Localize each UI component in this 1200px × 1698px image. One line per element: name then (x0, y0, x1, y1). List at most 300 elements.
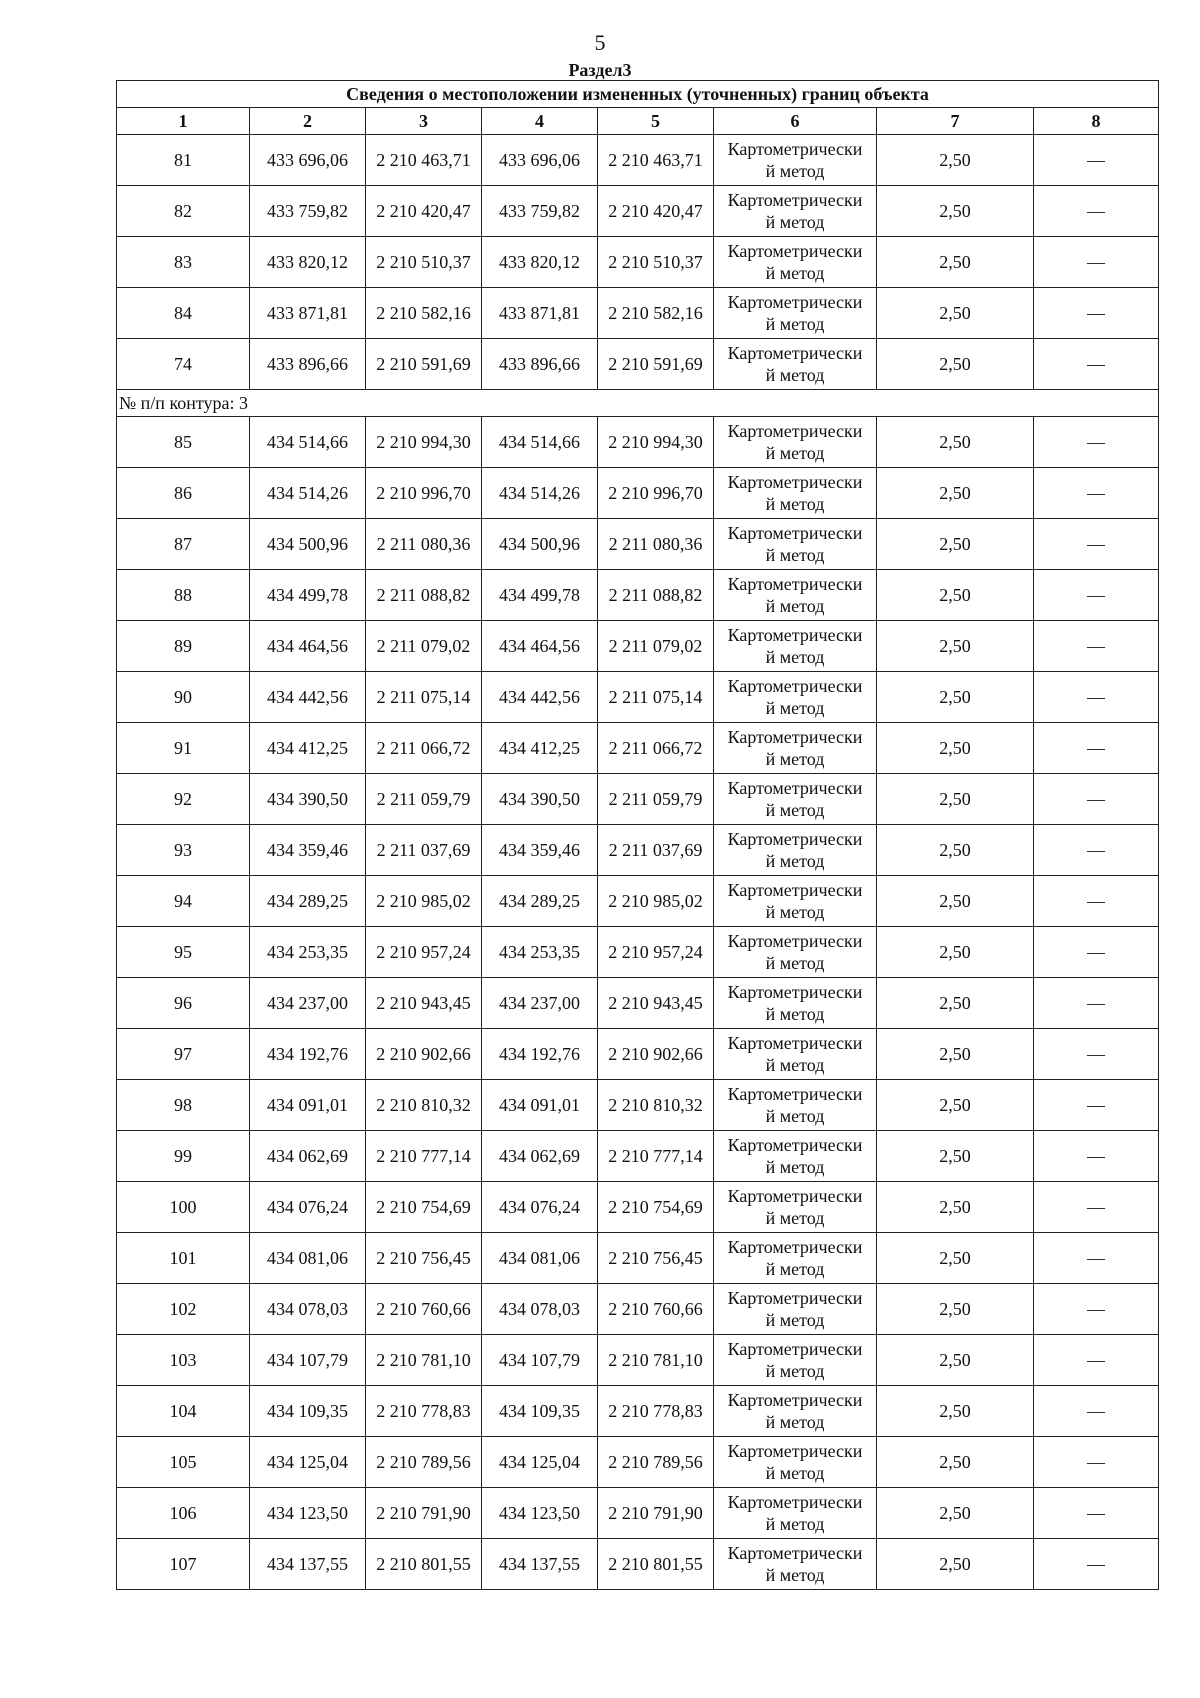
method-line-2: й метод (765, 698, 825, 718)
x-existing-cell: 434 499,78 (250, 570, 366, 621)
method-cell (714, 1539, 877, 1590)
y-new-cell: 2 210 957,24 (598, 927, 714, 978)
description-cell: — (1034, 1080, 1159, 1131)
description-cell: — (1034, 237, 1159, 288)
method-cell (714, 468, 877, 519)
description-cell: — (1034, 978, 1159, 1029)
method-line-1: Картометрически (727, 292, 863, 312)
accuracy-cell: 2,50 (877, 1080, 1034, 1131)
method-line-1: Картометрически (727, 727, 863, 747)
method-line-2: й метод (765, 212, 825, 232)
y-new-cell: 2 210 463,71 (598, 135, 714, 186)
method-line-2: й метод (765, 1004, 825, 1024)
x-new-cell: 433 896,66 (482, 339, 598, 390)
accuracy-cell: 2,50 (877, 1437, 1034, 1488)
accuracy-cell: 2,50 (877, 621, 1034, 672)
x-existing-cell: 434 500,96 (250, 519, 366, 570)
accuracy-cell: 2,50 (877, 825, 1034, 876)
point-number-cell: 89 (117, 621, 250, 672)
x-existing-cell: 433 759,82 (250, 186, 366, 237)
point-number-cell: 97 (117, 1029, 250, 1080)
table-row (117, 723, 1159, 774)
description-cell: — (1034, 1335, 1159, 1386)
y-existing-cell: 2 210 994,30 (366, 417, 482, 468)
y-existing-cell: 2 211 079,02 (366, 621, 482, 672)
description-cell: — (1034, 519, 1159, 570)
table-row (117, 978, 1159, 1029)
y-new-cell: 2 211 088,82 (598, 570, 714, 621)
method-cell (714, 876, 877, 927)
description-cell: — (1034, 1029, 1159, 1080)
y-new-cell: 2 210 791,90 (598, 1488, 714, 1539)
method-line-1: Картометрически (727, 1390, 863, 1410)
point-number-cell: 101 (117, 1233, 250, 1284)
accuracy-cell: 2,50 (877, 237, 1034, 288)
point-number-cell: 107 (117, 1539, 250, 1590)
contour-label: № п/п контура: 3 (117, 390, 1159, 417)
accuracy-cell: 2,50 (877, 1284, 1034, 1335)
accuracy-cell: 2,50 (877, 1182, 1034, 1233)
method-line-2: й метод (765, 1055, 825, 1075)
x-existing-cell: 433 820,12 (250, 237, 366, 288)
contour-row (117, 390, 1159, 417)
x-new-cell: 434 076,24 (482, 1182, 598, 1233)
x-existing-cell: 434 123,50 (250, 1488, 366, 1539)
y-new-cell: 2 210 777,14 (598, 1131, 714, 1182)
description-cell: — (1034, 1386, 1159, 1437)
method-cell (714, 1488, 877, 1539)
x-new-cell: 434 499,78 (482, 570, 598, 621)
description-cell: — (1034, 876, 1159, 927)
x-new-cell: 434 078,03 (482, 1284, 598, 1335)
point-number-cell: 100 (117, 1182, 250, 1233)
accuracy-cell: 2,50 (877, 672, 1034, 723)
x-existing-cell: 434 514,66 (250, 417, 366, 468)
method-line-2: й метод (765, 161, 825, 181)
table-row (117, 1488, 1159, 1539)
point-number-cell: 90 (117, 672, 250, 723)
description-cell: — (1034, 774, 1159, 825)
y-new-cell: 2 210 591,69 (598, 339, 714, 390)
x-new-cell: 434 091,01 (482, 1080, 598, 1131)
table-row (117, 1284, 1159, 1335)
x-existing-cell: 434 078,03 (250, 1284, 366, 1335)
method-cell (714, 237, 877, 288)
description-cell: — (1034, 1488, 1159, 1539)
y-existing-cell: 2 211 088,82 (366, 570, 482, 621)
table-row (117, 468, 1159, 519)
method-line-2: й метод (765, 263, 825, 283)
y-existing-cell: 2 210 582,16 (366, 288, 482, 339)
accuracy-cell: 2,50 (877, 723, 1034, 774)
method-line-1: Картометрически (727, 523, 863, 543)
y-new-cell: 2 211 080,36 (598, 519, 714, 570)
y-existing-cell: 2 210 591,69 (366, 339, 482, 390)
method-line-1: Картометрически (727, 829, 863, 849)
column-header: 3 (366, 108, 482, 135)
method-line-1: Картометрически (727, 931, 863, 951)
point-number-cell: 81 (117, 135, 250, 186)
table-body (117, 135, 1159, 1590)
y-new-cell: 2 210 801,55 (598, 1539, 714, 1590)
accuracy-cell: 2,50 (877, 1233, 1034, 1284)
x-existing-cell: 433 696,06 (250, 135, 366, 186)
table-row (117, 1182, 1159, 1233)
y-existing-cell: 2 211 059,79 (366, 774, 482, 825)
accuracy-cell: 2,50 (877, 570, 1034, 621)
point-number-cell: 74 (117, 339, 250, 390)
x-existing-cell: 433 896,66 (250, 339, 366, 390)
y-new-cell: 2 210 756,45 (598, 1233, 714, 1284)
table-row (117, 1029, 1159, 1080)
table-row (117, 570, 1159, 621)
accuracy-cell: 2,50 (877, 1131, 1034, 1182)
x-existing-cell: 434 192,76 (250, 1029, 366, 1080)
method-line-2: й метод (765, 800, 825, 820)
accuracy-cell: 2,50 (877, 186, 1034, 237)
point-number-cell: 102 (117, 1284, 250, 1335)
accuracy-cell: 2,50 (877, 1335, 1034, 1386)
x-new-cell: 434 253,35 (482, 927, 598, 978)
y-existing-cell: 2 210 778,83 (366, 1386, 482, 1437)
column-header-row (117, 108, 1159, 135)
point-number-cell: 87 (117, 519, 250, 570)
method-line-2: й метод (765, 1310, 825, 1330)
method-cell (714, 417, 877, 468)
x-existing-cell: 434 081,06 (250, 1233, 366, 1284)
method-line-1: Картометрически (727, 625, 863, 645)
method-cell (714, 288, 877, 339)
y-existing-cell: 2 211 075,14 (366, 672, 482, 723)
column-header: 6 (714, 108, 877, 135)
y-existing-cell: 2 210 760,66 (366, 1284, 482, 1335)
x-new-cell: 434 442,56 (482, 672, 598, 723)
method-line-2: й метод (765, 1463, 825, 1483)
description-cell: — (1034, 570, 1159, 621)
point-number-cell: 82 (117, 186, 250, 237)
method-cell (714, 1284, 877, 1335)
method-cell (714, 1080, 877, 1131)
y-new-cell: 2 210 781,10 (598, 1335, 714, 1386)
table-row (117, 672, 1159, 723)
x-existing-cell: 434 390,50 (250, 774, 366, 825)
point-number-cell: 103 (117, 1335, 250, 1386)
method-line-1: Картометрически (727, 1339, 863, 1359)
table-row (117, 237, 1159, 288)
x-new-cell: 433 696,06 (482, 135, 598, 186)
x-new-cell: 434 062,69 (482, 1131, 598, 1182)
x-existing-cell: 434 076,24 (250, 1182, 366, 1233)
x-existing-cell: 434 442,56 (250, 672, 366, 723)
x-existing-cell: 434 289,25 (250, 876, 366, 927)
table-row (117, 621, 1159, 672)
point-number-cell: 88 (117, 570, 250, 621)
y-new-cell: 2 211 059,79 (598, 774, 714, 825)
y-existing-cell: 2 211 080,36 (366, 519, 482, 570)
table-row (117, 774, 1159, 825)
accuracy-cell: 2,50 (877, 1386, 1034, 1437)
y-new-cell: 2 211 075,14 (598, 672, 714, 723)
point-number-cell: 96 (117, 978, 250, 1029)
x-new-cell: 434 359,46 (482, 825, 598, 876)
method-cell (714, 1233, 877, 1284)
x-new-cell: 433 820,12 (482, 237, 598, 288)
x-new-cell: 434 107,79 (482, 1335, 598, 1386)
x-new-cell: 434 514,26 (482, 468, 598, 519)
y-existing-cell: 2 210 957,24 (366, 927, 482, 978)
method-line-2: й метод (765, 365, 825, 385)
y-new-cell: 2 210 902,66 (598, 1029, 714, 1080)
description-cell: — (1034, 621, 1159, 672)
accuracy-cell: 2,50 (877, 1029, 1034, 1080)
method-line-1: Картометрически (727, 574, 863, 594)
description-cell: — (1034, 417, 1159, 468)
description-cell: — (1034, 468, 1159, 519)
accuracy-cell: 2,50 (877, 978, 1034, 1029)
x-existing-cell: 434 109,35 (250, 1386, 366, 1437)
accuracy-cell: 2,50 (877, 417, 1034, 468)
method-cell (714, 723, 877, 774)
x-new-cell: 434 237,00 (482, 978, 598, 1029)
x-existing-cell: 434 359,46 (250, 825, 366, 876)
y-existing-cell: 2 210 463,71 (366, 135, 482, 186)
y-new-cell: 2 210 510,37 (598, 237, 714, 288)
accuracy-cell: 2,50 (877, 339, 1034, 390)
x-new-cell: 433 871,81 (482, 288, 598, 339)
method-cell (714, 672, 877, 723)
description-cell: — (1034, 288, 1159, 339)
method-line-1: Картометрически (727, 241, 863, 261)
table-row (117, 417, 1159, 468)
x-new-cell: 434 109,35 (482, 1386, 598, 1437)
point-number-cell: 99 (117, 1131, 250, 1182)
y-new-cell: 2 210 996,70 (598, 468, 714, 519)
x-existing-cell: 434 137,55 (250, 1539, 366, 1590)
description-cell: — (1034, 1539, 1159, 1590)
x-new-cell: 434 464,56 (482, 621, 598, 672)
point-number-cell: 86 (117, 468, 250, 519)
x-existing-cell: 434 237,00 (250, 978, 366, 1029)
point-number-cell: 106 (117, 1488, 250, 1539)
y-new-cell: 2 210 754,69 (598, 1182, 714, 1233)
description-cell: — (1034, 1131, 1159, 1182)
y-existing-cell: 2 210 789,56 (366, 1437, 482, 1488)
y-existing-cell: 2 210 810,32 (366, 1080, 482, 1131)
method-cell (714, 774, 877, 825)
method-cell (714, 1131, 877, 1182)
y-existing-cell: 2 210 510,37 (366, 237, 482, 288)
x-existing-cell: 434 514,26 (250, 468, 366, 519)
point-number-cell: 92 (117, 774, 250, 825)
method-line-2: й метод (765, 314, 825, 334)
table-row (117, 1539, 1159, 1590)
method-line-1: Картометрически (727, 190, 863, 210)
x-new-cell: 434 289,25 (482, 876, 598, 927)
x-new-cell: 434 081,06 (482, 1233, 598, 1284)
method-line-1: Картометрически (727, 1084, 863, 1104)
method-line-1: Картометрически (727, 421, 863, 441)
description-cell: — (1034, 927, 1159, 978)
y-existing-cell: 2 210 801,55 (366, 1539, 482, 1590)
accuracy-cell: 2,50 (877, 774, 1034, 825)
point-number-cell: 91 (117, 723, 250, 774)
y-existing-cell: 2 210 781,10 (366, 1335, 482, 1386)
table-row (117, 825, 1159, 876)
column-header: 8 (1034, 108, 1159, 135)
table-row (117, 1080, 1159, 1131)
method-cell (714, 978, 877, 1029)
description-cell: — (1034, 723, 1159, 774)
x-new-cell: 434 390,50 (482, 774, 598, 825)
x-existing-cell: 434 253,35 (250, 927, 366, 978)
method-line-1: Картометрически (727, 1441, 863, 1461)
x-new-cell: 433 759,82 (482, 186, 598, 237)
x-existing-cell: 434 412,25 (250, 723, 366, 774)
y-new-cell: 2 211 037,69 (598, 825, 714, 876)
y-existing-cell: 2 210 777,14 (366, 1131, 482, 1182)
method-line-2: й метод (765, 647, 825, 667)
point-number-cell: 98 (117, 1080, 250, 1131)
method-line-2: й метод (765, 851, 825, 871)
y-existing-cell: 2 210 791,90 (366, 1488, 482, 1539)
x-new-cell: 434 137,55 (482, 1539, 598, 1590)
method-line-2: й метод (765, 1208, 825, 1228)
method-cell (714, 570, 877, 621)
method-cell (714, 621, 877, 672)
column-header: 2 (250, 108, 366, 135)
method-line-1: Картометрически (727, 1135, 863, 1155)
y-new-cell: 2 211 066,72 (598, 723, 714, 774)
method-line-1: Картометрически (727, 1288, 863, 1308)
x-new-cell: 434 514,66 (482, 417, 598, 468)
description-cell: — (1034, 135, 1159, 186)
y-new-cell: 2 210 778,83 (598, 1386, 714, 1437)
method-line-1: Картометрически (727, 472, 863, 492)
method-line-2: й метод (765, 1157, 825, 1177)
accuracy-cell: 2,50 (877, 927, 1034, 978)
point-number-cell: 85 (117, 417, 250, 468)
x-existing-cell: 434 107,79 (250, 1335, 366, 1386)
y-new-cell: 2 210 985,02 (598, 876, 714, 927)
description-cell: — (1034, 339, 1159, 390)
method-line-2: й метод (765, 902, 825, 922)
method-cell (714, 339, 877, 390)
point-number-cell: 95 (117, 927, 250, 978)
table-row (117, 927, 1159, 978)
table-row (117, 876, 1159, 927)
x-new-cell: 434 192,76 (482, 1029, 598, 1080)
method-line-1: Картометрически (727, 343, 863, 363)
table-row (117, 135, 1159, 186)
x-new-cell: 434 123,50 (482, 1488, 598, 1539)
method-line-1: Картометрически (727, 1492, 863, 1512)
method-cell (714, 135, 877, 186)
description-cell: — (1034, 1233, 1159, 1284)
x-new-cell: 434 125,04 (482, 1437, 598, 1488)
x-existing-cell: 434 091,01 (250, 1080, 366, 1131)
accuracy-cell: 2,50 (877, 876, 1034, 927)
x-existing-cell: 433 871,81 (250, 288, 366, 339)
description-cell: — (1034, 672, 1159, 723)
method-line-1: Картометрически (727, 982, 863, 1002)
x-new-cell: 434 500,96 (482, 519, 598, 570)
method-line-2: й метод (765, 443, 825, 463)
column-header: 1 (117, 108, 250, 135)
method-line-2: й метод (765, 953, 825, 973)
method-line-1: Картометрически (727, 778, 863, 798)
accuracy-cell: 2,50 (877, 135, 1034, 186)
method-line-2: й метод (765, 1412, 825, 1432)
y-existing-cell: 2 210 420,47 (366, 186, 482, 237)
point-number-cell: 94 (117, 876, 250, 927)
accuracy-cell: 2,50 (877, 1539, 1034, 1590)
column-header: 7 (877, 108, 1034, 135)
table-row (117, 1437, 1159, 1488)
accuracy-cell: 2,50 (877, 468, 1034, 519)
method-line-2: й метод (765, 494, 825, 514)
method-cell (714, 186, 877, 237)
description-cell: — (1034, 1437, 1159, 1488)
table-title: Сведения о местоположении измененных (уточненных) границ объекта (117, 81, 1159, 108)
table-row (117, 1233, 1159, 1284)
y-existing-cell: 2 210 756,45 (366, 1233, 482, 1284)
y-new-cell: 2 210 943,45 (598, 978, 714, 1029)
point-number-cell: 104 (117, 1386, 250, 1437)
method-line-1: Картометрически (727, 880, 863, 900)
method-line-2: й метод (765, 1514, 825, 1534)
method-line-2: й метод (765, 1565, 825, 1585)
table-row (117, 288, 1159, 339)
method-line-1: Картометрически (727, 139, 863, 159)
y-existing-cell: 2 211 037,69 (366, 825, 482, 876)
method-line-1: Картометрически (727, 1186, 863, 1206)
method-cell (714, 1029, 877, 1080)
y-existing-cell: 2 210 943,45 (366, 978, 482, 1029)
method-line-1: Картометрически (727, 1033, 863, 1053)
method-line-2: й метод (765, 596, 825, 616)
method-cell (714, 1386, 877, 1437)
accuracy-cell: 2,50 (877, 288, 1034, 339)
page-number: 5 (594, 30, 606, 55)
table-row (117, 519, 1159, 570)
description-cell: — (1034, 186, 1159, 237)
table-row (117, 1335, 1159, 1386)
method-cell (714, 825, 877, 876)
description-cell: — (1034, 1182, 1159, 1233)
y-existing-cell: 2 211 066,72 (366, 723, 482, 774)
method-cell (714, 519, 877, 570)
y-existing-cell: 2 210 902,66 (366, 1029, 482, 1080)
x-existing-cell: 434 464,56 (250, 621, 366, 672)
column-header: 4 (482, 108, 598, 135)
y-existing-cell: 2 210 996,70 (366, 468, 482, 519)
method-line-1: Картометрически (727, 1543, 863, 1563)
y-new-cell: 2 210 420,47 (598, 186, 714, 237)
description-cell: — (1034, 1284, 1159, 1335)
method-cell (714, 1182, 877, 1233)
y-new-cell: 2 210 810,32 (598, 1080, 714, 1131)
y-new-cell: 2 210 994,30 (598, 417, 714, 468)
point-number-cell: 93 (117, 825, 250, 876)
table-row (117, 339, 1159, 390)
y-new-cell: 2 210 789,56 (598, 1437, 714, 1488)
y-new-cell: 2 211 079,02 (598, 621, 714, 672)
table-row (117, 186, 1159, 237)
boundary-coordinates-table (116, 80, 1159, 1590)
accuracy-cell: 2,50 (877, 1488, 1034, 1539)
method-cell (714, 927, 877, 978)
section-title: Раздел3 (568, 60, 632, 80)
